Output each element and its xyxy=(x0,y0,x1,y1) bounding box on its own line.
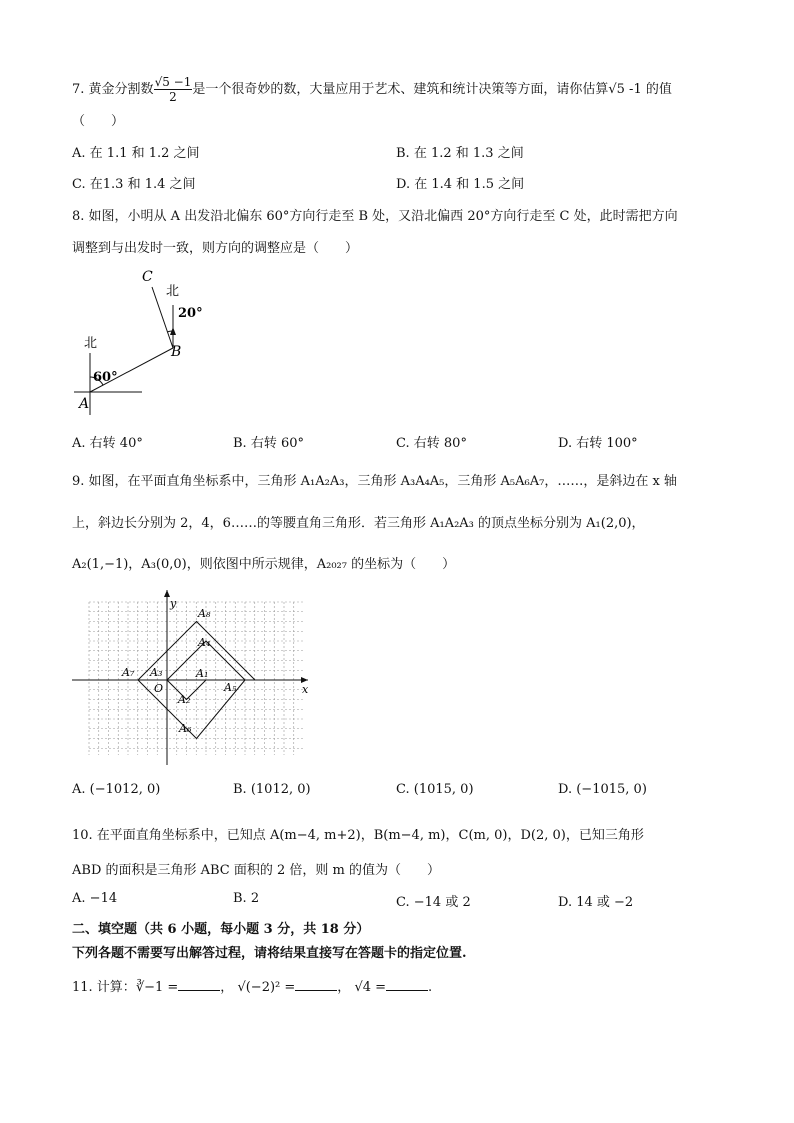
label-a1: A₁ xyxy=(196,667,209,680)
option-text: 在 1.1 和 1.2 之间 xyxy=(89,146,200,161)
north-label-b: 北 xyxy=(166,284,180,299)
q9-line1: 9. 如图，在平面直角坐标系中，三角形 A₁A₂A₃，三角形 A₃A₄A₅，三角形 A₅A₆A₇，……，是斜边在 x 轴 xyxy=(72,474,677,489)
q7-expr: √5 -1 xyxy=(608,82,642,97)
option-label: A. xyxy=(72,782,86,797)
q8-option-a[interactable] xyxy=(72,432,143,451)
q10-option-c[interactable] xyxy=(396,891,471,910)
option-label: C. xyxy=(396,436,410,451)
option-text: 在1.3 和 1.4 之间 xyxy=(89,177,196,192)
q10-option-a[interactable] xyxy=(72,891,117,906)
q11-end: . xyxy=(428,980,433,995)
label-a2: A₂ xyxy=(178,693,191,706)
option-text: 在 1.4 和 1.5 之间 xyxy=(414,177,525,192)
section2-title: 二、填空题（共 6 小题，每小题 3 分，共 18 分） xyxy=(72,922,370,937)
q11-sep-1: ， xyxy=(220,980,234,995)
angle-label-20: 20° xyxy=(178,306,203,321)
q10-option-b[interactable] xyxy=(233,891,259,906)
option-label: A. xyxy=(72,146,86,161)
option-text: −14 或 2 xyxy=(413,895,471,910)
label-a7: A₇ xyxy=(122,666,135,679)
q7-option-a[interactable] xyxy=(72,142,200,161)
y-label: y xyxy=(170,597,177,610)
option-text: (1012, 0) xyxy=(250,782,311,797)
q10-line1: 10. 在平面直角坐标系中，已知点 A(m−4, m+2)，B(m−4, m)，C(m, 0)，D(2, 0)，已知三角形 xyxy=(72,828,644,843)
option-label: A. xyxy=(72,891,86,906)
q7-option-d[interactable] xyxy=(396,173,524,192)
label-a5: A₅ xyxy=(224,681,237,694)
option-label: D. xyxy=(558,782,573,797)
q11-lead: 11. 计算： xyxy=(72,980,136,995)
option-text: (1015, 0) xyxy=(413,782,474,797)
option-label: B. xyxy=(233,782,247,797)
origin-label: O xyxy=(154,682,164,695)
option-text: 14 或 −2 xyxy=(576,895,634,910)
q9-option-d[interactable] xyxy=(558,782,647,797)
option-text: 右转 60° xyxy=(250,436,305,451)
q11-expr-3: √4 = xyxy=(354,980,387,995)
option-label: B. xyxy=(233,436,247,451)
option-label: D. xyxy=(558,436,573,451)
q7-option-b[interactable] xyxy=(396,142,524,161)
option-label: C. xyxy=(72,177,86,192)
q11-blank-2[interactable] xyxy=(295,978,337,991)
north-label-a: 北 xyxy=(84,336,98,351)
q9-line2: 上，斜边长分别为 2，4，6……的等腰直角三角形．若三角形 A₁A₂A₃ 的顶点坐标分别为 A₁(2,0)， xyxy=(72,516,645,531)
q7-frac-den: 2 xyxy=(169,90,177,104)
q9-line3: A₂(1,−1)，A₃(0,0)，则依图中所示规律，A₂₀₂₇ 的坐标为（ ） xyxy=(72,557,456,572)
q8-line1: 8. 如图，小明从 A 出发沿北偏东 60°方向行走至 B 处，又沿北偏西 20°方向行走至 C 处，此时需把方向 xyxy=(72,209,678,224)
q9-option-b[interactable] xyxy=(233,782,311,797)
q7-option-c[interactable] xyxy=(72,173,196,192)
label-a3: A₃ xyxy=(150,666,163,679)
y-axis-arrow xyxy=(164,590,170,597)
q7-frac-num: √5 −1 xyxy=(154,75,192,89)
q10-line2: ABD 的面积是三角形 ABC 面积的 2 倍，则 m 的值为（ ） xyxy=(72,863,441,878)
option-label: C. xyxy=(396,895,410,910)
option-label: D. xyxy=(558,895,573,910)
q9-option-a[interactable] xyxy=(72,782,160,797)
option-text: −14 xyxy=(89,891,118,906)
option-text: 右转 80° xyxy=(413,436,467,451)
q7-tail: 的值 xyxy=(645,82,672,97)
option-label: A. xyxy=(72,436,86,451)
angle-label-60: 60° xyxy=(93,370,118,385)
q11-blank-3[interactable] xyxy=(386,978,428,991)
q7-number: 7. xyxy=(72,82,85,97)
option-label: B. xyxy=(396,146,410,161)
section2-instruction: 下列各题不需要写出解答过程，请将结果直接写在答题卡的指定位置. xyxy=(72,946,467,961)
q11-blank-1[interactable] xyxy=(178,978,220,991)
q9-option-c[interactable] xyxy=(396,782,474,797)
q7-paren: （ ） xyxy=(72,114,125,129)
option-label: B. xyxy=(233,891,247,906)
q7-lead: 黄金分割数 xyxy=(88,82,154,97)
label-a4: A₄ xyxy=(198,636,211,649)
q9-coordinate-figure xyxy=(70,585,320,770)
option-text: (−1015, 0) xyxy=(576,782,647,797)
q8-line2: 调整到与出发时一致，则方向的调整应是（ ） xyxy=(72,241,359,256)
q11-sep-2: ， xyxy=(337,980,351,995)
label-a: A xyxy=(79,396,90,412)
option-text: 在 1.2 和 1.3 之间 xyxy=(413,146,524,161)
q11-line xyxy=(72,976,432,995)
option-text: 右转 100° xyxy=(576,436,638,451)
option-label: D. xyxy=(396,177,411,192)
x-label: x xyxy=(302,683,309,696)
option-text: (−1012, 0) xyxy=(89,782,161,797)
option-text: 2 xyxy=(250,891,260,906)
label-c: C xyxy=(142,269,153,285)
q11-expr-1: ∛−1 = xyxy=(135,980,179,995)
q8-option-b[interactable] xyxy=(233,432,304,451)
q11-expr-2: √(−2)² = xyxy=(237,980,296,995)
q7-stem xyxy=(72,75,672,104)
q10-option-d[interactable] xyxy=(558,891,633,910)
q8-option-d[interactable] xyxy=(558,432,638,451)
label-b: B xyxy=(171,344,182,360)
q8-option-c[interactable] xyxy=(396,432,467,451)
q7-fraction xyxy=(154,75,193,104)
label-a8: A₈ xyxy=(198,607,211,620)
option-label: C. xyxy=(396,782,410,797)
label-a6: A₆ xyxy=(179,722,192,735)
q7-rest: 是一个很奇妙的数，大量应用于艺术、建筑和统计决策等方面，请你估算 xyxy=(192,82,609,97)
q8-direction-figure xyxy=(70,265,250,415)
option-text: 右转 40° xyxy=(89,436,143,451)
